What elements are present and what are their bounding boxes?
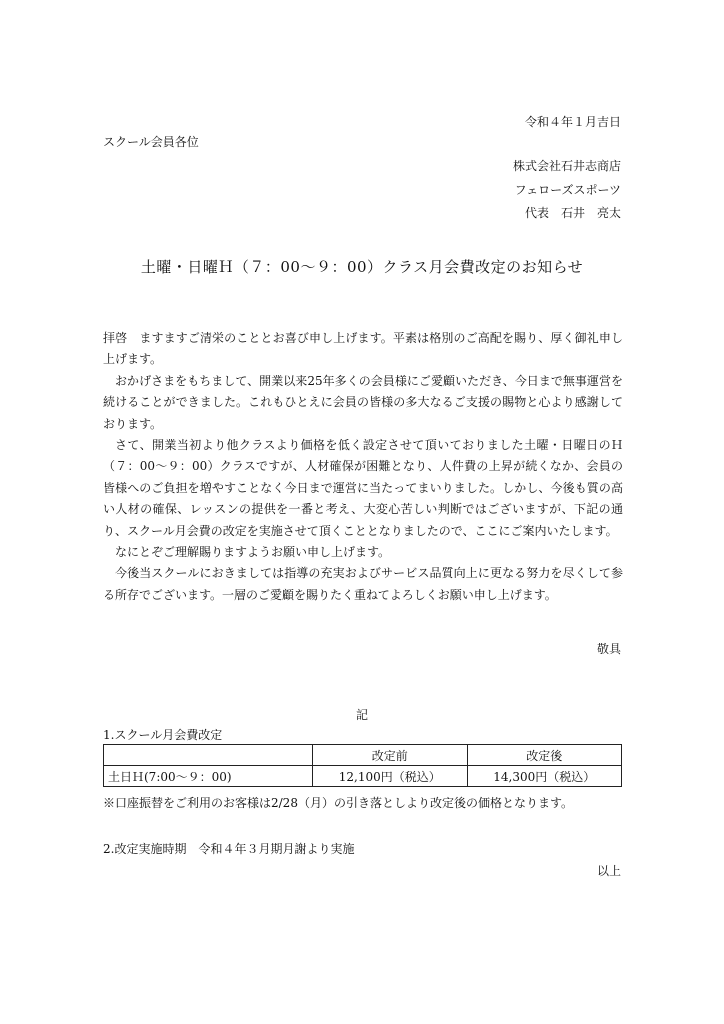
sender-brand: フェローズスポーツ xyxy=(514,183,621,197)
ki-heading: 記 xyxy=(355,708,368,722)
col-header-after: 改定後 xyxy=(467,745,622,766)
document-title: 土曜・日曜Ｈ（７：00～９：00）クラス月会費改定のお知らせ xyxy=(140,258,584,276)
body-paragraph: さて、開業当初より他クラスより価格を低く設定させて頂いておりました土曜・日曜日のＨ（７：00～９：00）クラスですが、人材確保が困難となり、人件費の上昇が続くなか、会員の皆様へのご負担を増やすことなく今日まで運営に当たってまいりました。しかし、今後も質の高い人材の確保、レッスンの提供を一番と考え、大変心苦しい判断ではございますが、下記の通り、スクール月会費の改定を実施させて頂くこととなりましたので、ここにご案内いたします。 xyxy=(103,438,623,538)
body-paragraph: 拝啓 ますますご清栄のこととお喜び申し上げます。平素は格別のご高配を賜り、厚く御礼申し上げます。 xyxy=(103,331,623,367)
body-paragraph: おかげさまをもちまして、開業以来25年多くの会員様にご愛顧いただき、今日まで無事運営を続けることができました。これもひとえに会員の皆様の多大なるご支援の賜物と心より感謝しております。 xyxy=(103,373,623,431)
table-header-empty xyxy=(104,745,313,766)
closing-keigu: 敬具 xyxy=(596,642,621,656)
col-header-before: 改定前 xyxy=(313,745,468,766)
recipient: スクール会員各位 xyxy=(103,135,199,149)
table-row xyxy=(104,766,622,787)
sender-representative: 代表 石井 亮太 xyxy=(524,206,621,220)
payment-note: ※口座振替をご利用のお客様は2/28（月）の引き落としより改定後の価格となります。 xyxy=(103,796,573,810)
row-label: 土日Ｈ(7:00～９：00) xyxy=(104,766,313,787)
fee-after: 14,300円（税込） xyxy=(467,766,622,787)
document-date: 令和４年１月吉日 xyxy=(524,115,621,129)
letter-body xyxy=(103,328,623,606)
body-paragraph: 今後当スクールにおきましては指導の充実およびサービス品質向上に更なる努力を尽くして参る所存でございます。一層のご愛顧を賜りたく重ねてよろしくお願い申し上げます。 xyxy=(103,566,623,602)
table-header-row xyxy=(104,745,622,766)
section2-effective-date: 2.改定実施時期 令和４年３月期月謝より実施 xyxy=(103,842,355,856)
sender-company: 株式会社石井志商店 xyxy=(512,159,621,173)
fee-table xyxy=(103,744,622,787)
body-paragraph: なにとぞご理解賜りますようお願い申し上げます。 xyxy=(115,545,391,560)
section1-heading: 1.スクール月会費改定 xyxy=(103,728,223,742)
fee-before: 12,100円（税込） xyxy=(313,766,468,787)
end-mark: 以上 xyxy=(596,864,621,878)
